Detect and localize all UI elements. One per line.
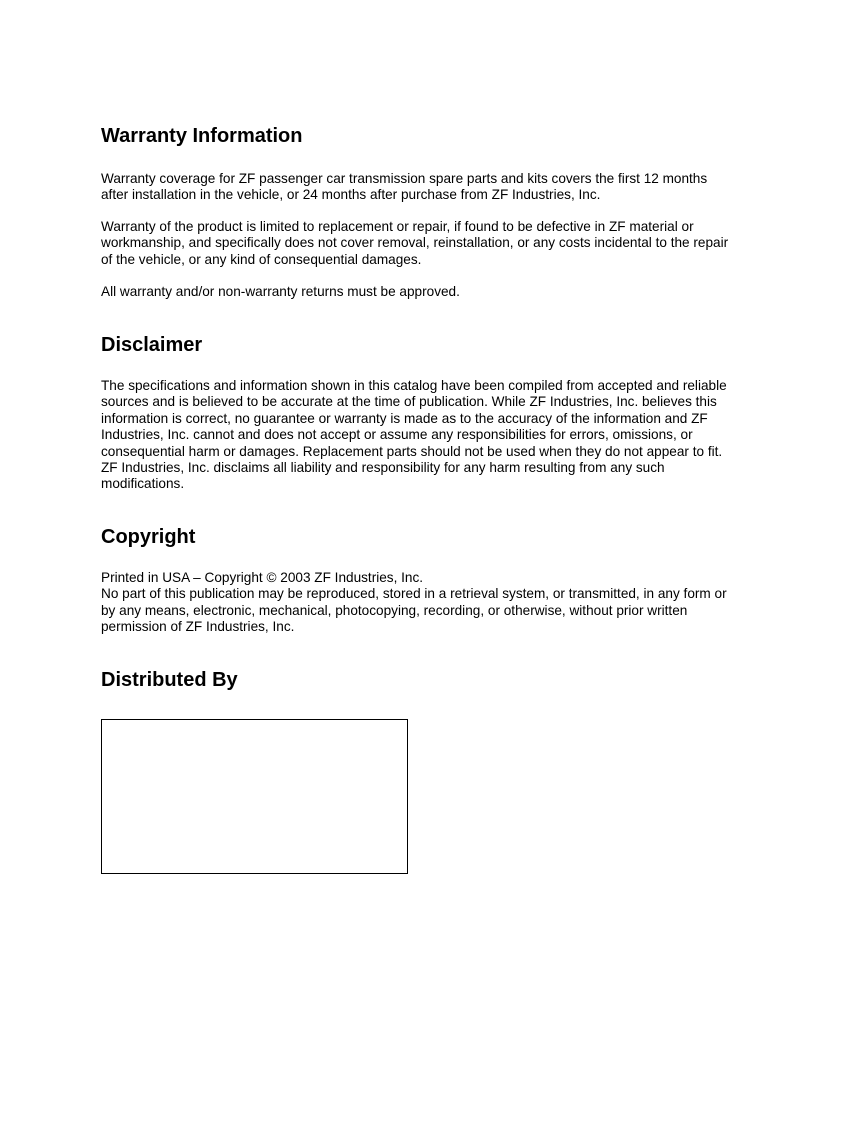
distributed-by-heading: Distributed By — [101, 669, 238, 691]
text-line: No part of this publication may be reproduced, stored in a retrieval system, or transmitted, in any form or — [101, 586, 727, 602]
warranty-paragraph-2 — [101, 219, 761, 268]
text-line: permission of ZF Industries, Inc. — [101, 619, 295, 635]
text-line: information is correct, no guarantee or warranty is made as to the accuracy of the information and ZF — [101, 410, 708, 426]
text-line: by any means, electronic, mechanical, photocopying, recording, or otherwise, without prior written — [101, 602, 688, 618]
text-line: Warranty coverage for ZF passenger car transmission spare parts and kits covers the first 12 months — [101, 171, 708, 186]
disclaimer-paragraph — [101, 378, 761, 493]
warranty-paragraph-1 — [101, 171, 761, 204]
copyright-paragraph — [101, 570, 761, 636]
text-line: The specifications and information shown in this catalog have been compiled from accepted and reliable — [101, 378, 727, 393]
text-line: of the vehicle, or any kind of consequential damages. — [101, 251, 422, 267]
text-line: All warranty and/or non-warranty returns must be approved. — [101, 284, 460, 299]
warranty-paragraph-3 — [101, 284, 761, 300]
text-line: sources and is believed to be accurate at the time of publication. While ZF Industries, Inc. believes this — [101, 394, 717, 410]
distributor-box — [101, 719, 408, 874]
copyright-heading: Copyright — [101, 526, 196, 548]
text-line: after installation in the vehicle, or 24 months after purchase from ZF Industries, Inc. — [101, 187, 601, 203]
text-line: modifications. — [101, 476, 185, 492]
disclaimer-heading: Disclaimer — [101, 334, 203, 356]
text-line: workmanship, and specifically does not cover removal, reinstallation, or any costs incidental to the repair — [101, 235, 729, 251]
text-line: ZF Industries, Inc. disclaims all liability and responsibility for any harm resulting from any such — [101, 460, 665, 476]
text-line: Industries, Inc. cannot and does not accept or assume any responsibilities for errors, omissions, or — [101, 427, 693, 443]
text-line: Printed in USA – Copyright © 2003 ZF Industries, Inc. — [101, 570, 424, 585]
warranty-heading: Warranty Information — [101, 125, 303, 147]
text-line: Warranty of the product is limited to replacement or repair, if found to be defective in ZF material or — [101, 219, 694, 234]
text-line: consequential harm or damages. Replacement parts should not be used when they do not appear to fit. — [101, 443, 723, 459]
